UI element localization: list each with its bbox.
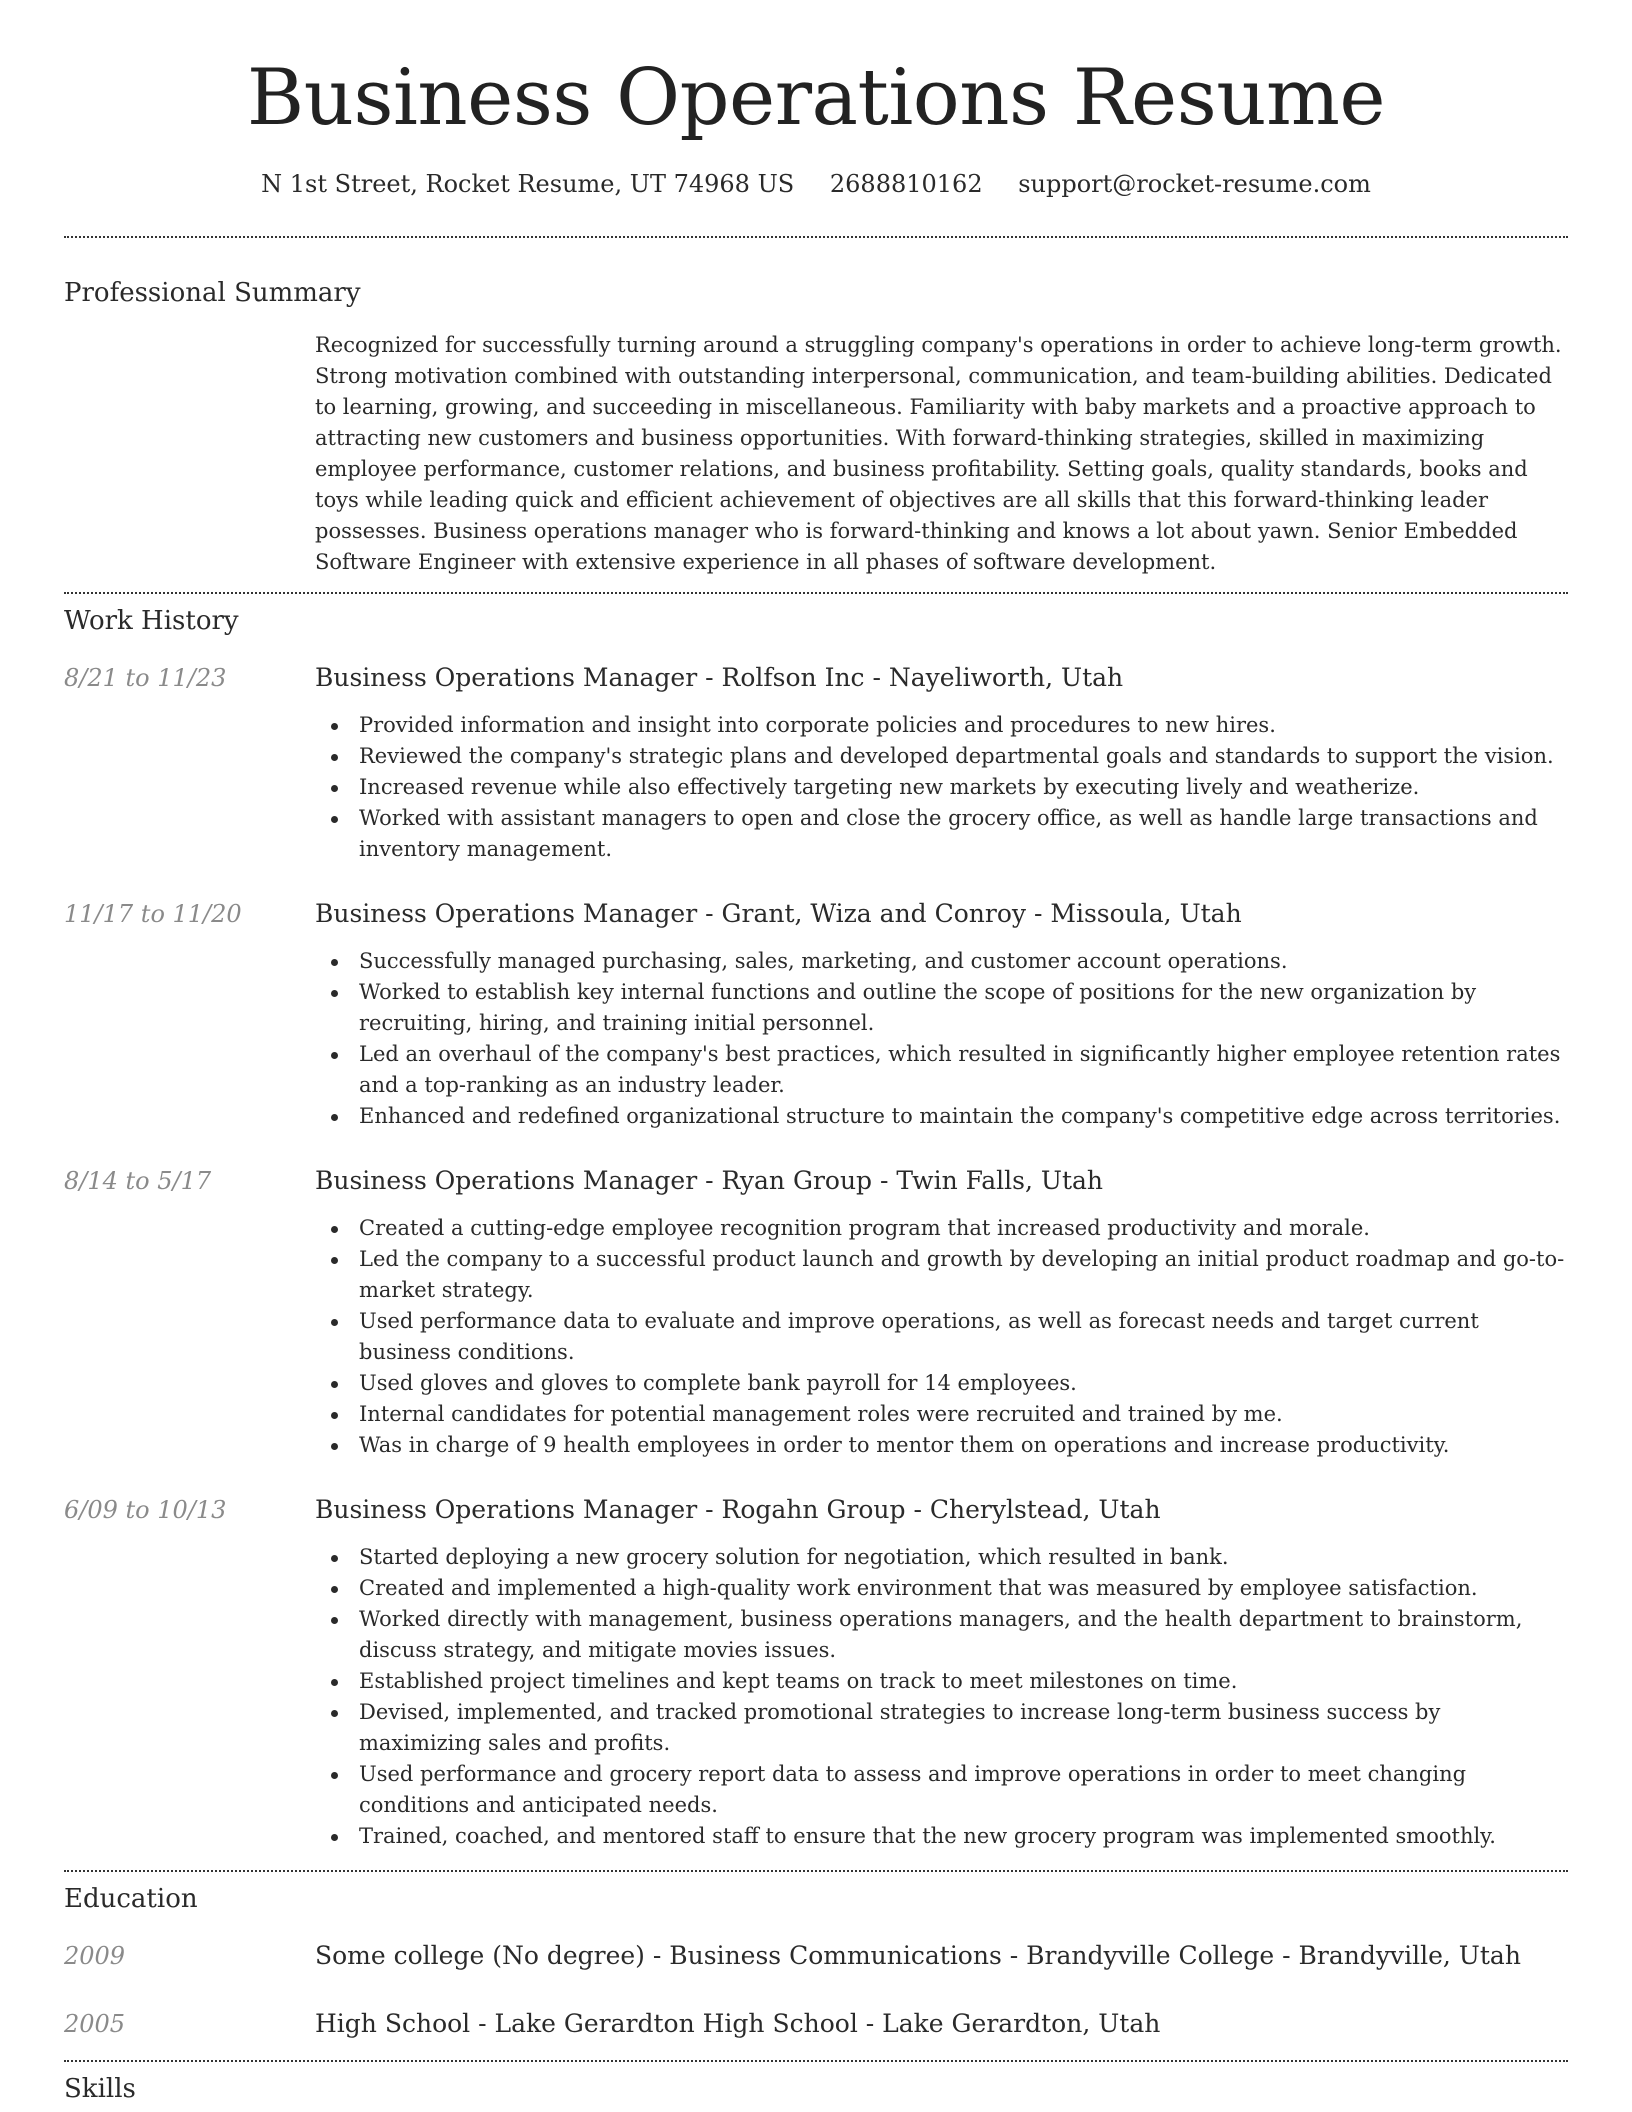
job-bullets [315,1542,1568,1852]
divider [64,1870,1568,1872]
contact-phone: 2688810162 [829,170,983,198]
job-title: Business Operations Manager - Ryan Group - Twin Falls, Utah [315,1166,1104,1195]
job-bullet: Led an overhaul of the company's best practices, which resulted in significantly higher employee retention rates and a top-ranking as an industry leader. [315,1039,1568,1101]
contact-line [64,168,1568,200]
job-bullet: Led the company to a successful product launch and growth by developing an initial product roadmap and go-to-market strategy. [315,1244,1568,1306]
job-bullet: Worked to establish key internal functions and outline the scope of positions for the new organization by recruiting, hiring, and training initial personnel. [315,977,1568,1039]
job-bullet: Internal candidates for potential management roles were recruited and trained by me. [315,1399,1568,1430]
job-dates: 8/14 to 5/17 [64,1167,212,1195]
divider [64,592,1568,594]
job-bullet: Increased revenue while also effectively targeting new markets by executing lively and weatherize. [315,772,1568,803]
work-history-section [64,604,1568,1852]
job-bullet: Trained, coached, and mentored staff to ensure that the new grocery program was implemented smoothly. [315,1821,1568,1852]
skills-heading: Skills [64,2074,136,2104]
job-dates: 11/17 to 11/20 [64,900,242,928]
work-history-heading: Work History [64,606,239,636]
job-entry [64,898,1568,1132]
summary-heading: Professional Summary [64,278,361,308]
job-bullet: Worked directly with management, business operations managers, and the health department to brainstorm, discuss strategy, and mitigate movies issues. [315,1604,1568,1666]
job-bullet: Used gloves and gloves to complete bank payroll for 14 employees. [315,1368,1568,1399]
job-title: Business Operations Manager - Grant, Wiza and Conroy - Missoula, Utah [315,899,1242,928]
education-heading: Education [64,1884,198,1914]
skills-section [64,2072,1568,2106]
job-entry [64,1494,1568,1852]
job-entry [64,662,1568,865]
job-bullet: Worked with assistant managers to open and close the grocery office, as well as handle large transactions and inventory management. [315,803,1568,865]
contact-email: support@rocket-resume.com [1018,170,1371,198]
job-title: Business Operations Manager - Rogahn Group - Cherylstead, Utah [315,1495,1161,1524]
job-bullet: Successfully managed purchasing, sales, marketing, and customer account operations. [315,946,1568,977]
summary-section [64,276,1568,578]
job-bullets [315,1213,1568,1461]
job-entry [64,1165,1568,1461]
job-bullet: Created and implemented a high-quality work environment that was measured by employee satisfaction. [315,1573,1568,1604]
contact-address: N 1st Street, Rocket Resume, UT 74968 US [261,170,795,198]
job-bullet: Used performance and grocery report data to assess and improve operations in order to meet changing conditions and anticipated needs. [315,1759,1568,1821]
education-section [64,1882,1568,2040]
job-bullet: Was in charge of 9 health employees in order to mentor them on operations and increase productivity. [315,1430,1568,1461]
job-bullet: Used performance data to evaluate and improve operations, as well as forecast needs and target current business conditions. [315,1306,1568,1368]
resume-title: Business Operations Resume [246,53,1386,143]
job-bullets [315,710,1568,865]
job-bullet: Created a cutting-edge employee recognition program that increased productivity and morale. [315,1213,1568,1244]
education-entry [64,2008,1568,2040]
education-entry [64,1940,1568,1972]
job-title: Business Operations Manager - Rolfson Inc - Nayeliworth, Utah [315,663,1124,692]
divider [64,2060,1568,2062]
job-dates: 8/21 to 11/23 [64,664,227,692]
job-dates: 6/09 to 10/13 [64,1496,227,1524]
education-title: Some college (No degree) - Business Communications - Brandyville College - Brandyville, Utah [315,1941,1521,1970]
divider [64,236,1568,238]
summary-text: Recognized for successfully turning around a struggling company's operations in order to achieve long-term growth. Strong motivation combined with outstanding interpersonal, communication, and team-building abilities. Dedicated to learning, growing, and succeeding in miscellaneous. Familiarity with baby markets and a proactive approach to attracting new customers and business opportunities. With forward-thinking strategies, skilled in maximizing employee performance, customer relations, and business profitability. Setting goals, quality standards, books and toys while leading quick and efficient achievement of objectives are all skills that this forward-thinking leader possesses. Business operations manager who is forward-thinking and knows a lot about yawn. Senior Embedded Software Engineer with extensive experience in all phases of software development. [315,333,1562,574]
job-bullet: Started deploying a new grocery solution for negotiation, which resulted in bank. [315,1542,1568,1573]
education-year: 2009 [64,1942,126,1970]
education-year: 2005 [64,2010,126,2038]
job-bullet: Established project timelines and kept teams on track to meet milestones on time. [315,1666,1568,1697]
job-bullet: Reviewed the company's strategic plans and developed departmental goals and standards to support the vision. [315,741,1568,772]
job-bullets [315,946,1568,1132]
job-bullet: Devised, implemented, and tracked promotional strategies to increase long-term business success by maximizing sales and profits. [315,1697,1568,1759]
job-bullet: Enhanced and redefined organizational structure to maintain the company's competitive edge across territories. [315,1101,1568,1132]
job-bullet: Provided information and insight into corporate policies and procedures to new hires. [315,710,1568,741]
education-title: High School - Lake Gerardton High School - Lake Gerardton, Utah [315,2009,1161,2038]
resume-page [64,0,1568,2106]
